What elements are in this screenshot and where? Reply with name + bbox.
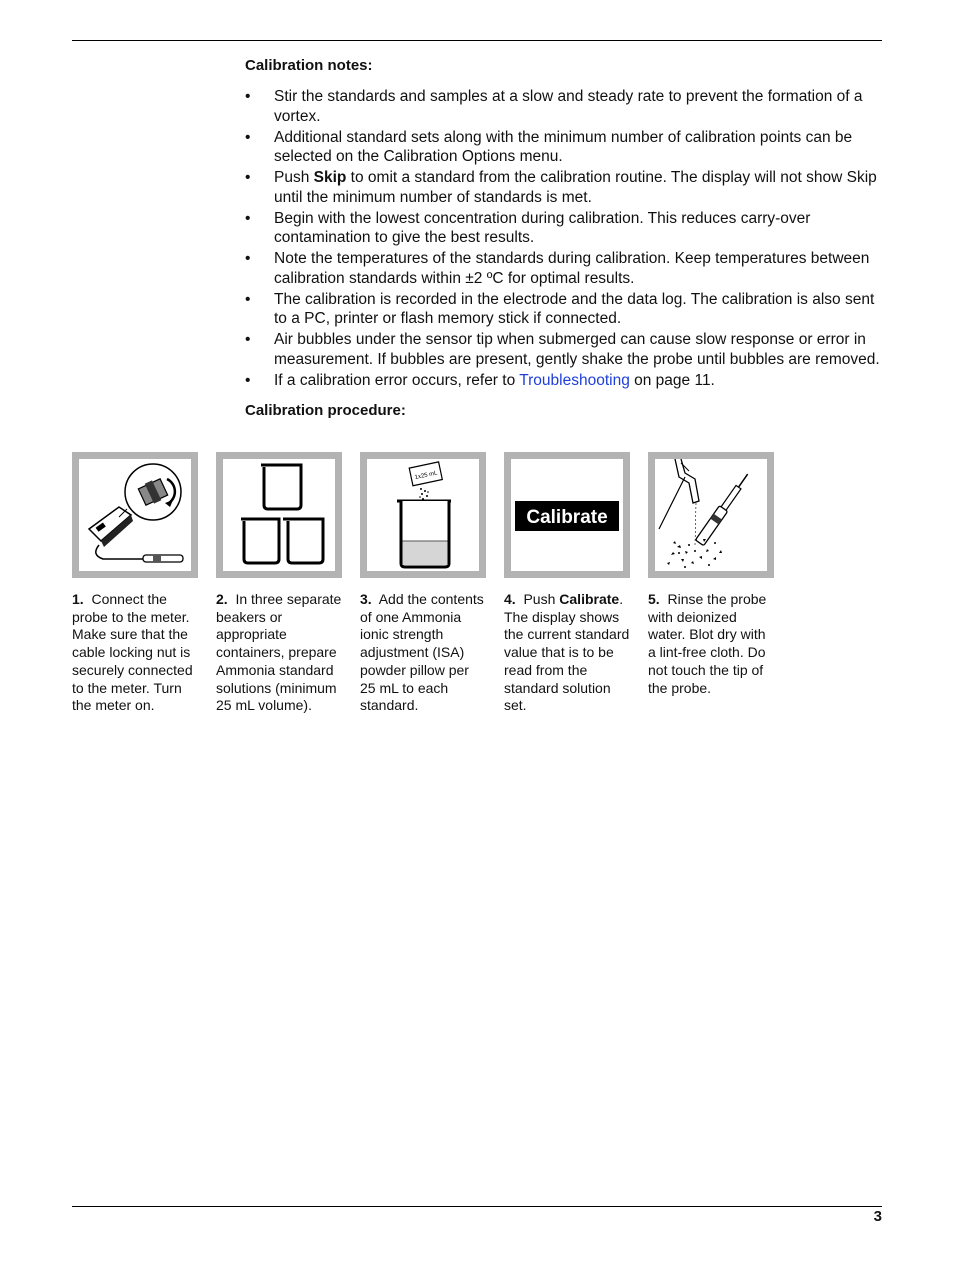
bullet: • [245, 88, 251, 105]
step-1-illustration-frame [72, 452, 198, 578]
step-3-illustration-frame [360, 452, 486, 578]
step-number: 5. [648, 591, 660, 607]
step-3 [360, 452, 486, 715]
bullet: • [245, 209, 251, 227]
calibration-procedure-heading: Calibration procedure: [245, 402, 406, 419]
list-item: • Stir the standards and samples at a slow and steady rate to prevent the formation of a vortex. [245, 88, 863, 125]
probe-connect-illustration [79, 459, 191, 571]
step-5-caption: 5. Rinse the probe with deionized water. Blot dry with a lint-free cloth. Do not touch the tip of the probe. [648, 591, 767, 696]
troubleshooting-link[interactable]: Troubleshooting [519, 371, 630, 389]
bullet: • [245, 290, 251, 308]
header-rule [72, 40, 882, 41]
list-item: • Note the temperatures of the standards during calibration. Keep temperatures between calibration standards within ±2 ºC for optimal results. [245, 250, 870, 287]
step-2 [216, 452, 342, 715]
bullet: • [245, 250, 251, 267]
list-item: • The calibration is recorded in the electrode and the data log. The calibration is also sent to a PC, printer or flash memory stick if connected. [245, 290, 875, 327]
step-5 [648, 452, 774, 697]
procedure-steps [72, 452, 792, 772]
list-item: • Air bubbles under the sensor tip when submerged can cause slow response or error in measurement. If bubbles are present, gently shake the probe until bubbles are removed. [245, 331, 880, 368]
rinse-probe-illustration [655, 459, 767, 571]
three-beakers-illustration [223, 459, 335, 571]
step-1-caption: 1. Connect the probe to the meter. Make sure that the cable locking nut is securely connected to the meter. Turn the meter on. [72, 591, 193, 714]
step-1 [72, 452, 198, 715]
step-number: 1. [72, 591, 84, 607]
pillow-label: 1x25 mL [414, 470, 439, 482]
step-5-illustration-frame [648, 452, 774, 578]
bullet: • [245, 128, 251, 146]
step-number: 2. [216, 591, 228, 607]
footer-rule [72, 1206, 882, 1207]
calibrate-keyword: Calibrate [559, 591, 620, 607]
list-item: • If a calibration error occurs, refer to Troubleshooting on page 11. [245, 371, 715, 389]
calibrate-key-label: Calibrate [526, 507, 608, 528]
powder-pillow-illustration [367, 459, 479, 571]
step-2-illustration-frame [216, 452, 342, 578]
step-4-illustration-frame [504, 452, 630, 578]
list-item: • Begin with the lowest concentration during calibration. This reduces carry-over contamination to give the best results. [245, 209, 811, 246]
bullet: • [245, 169, 251, 186]
page-number: 3 [873, 1208, 882, 1225]
calibrate-key-illustration [511, 459, 623, 571]
calibration-notes-section [245, 56, 881, 421]
step-4 [504, 452, 630, 715]
step-number: 3. [360, 591, 372, 607]
calibration-notes-heading: Calibration notes: [245, 57, 373, 74]
calibration-notes-list [245, 87, 881, 390]
step-2-caption: 2. In three separate beakers or appropriate containers, prepare Ammonia standard solutions (minimum 25 mL volume). [216, 591, 342, 714]
skip-keyword: Skip [313, 169, 347, 186]
list-item: • Push Skip to omit a standard from the calibration routine. The display will not show Skip until the minimum number of standards is met. [245, 169, 877, 206]
bullet: • [245, 371, 251, 389]
step-number: 4. [504, 591, 516, 607]
list-item: • Additional standard sets along with the minimum number of calibration points can be selected on the Calibration Options menu. [245, 128, 853, 165]
step-3-caption: 3. Add the contents of one Ammonia ionic strength adjustment (ISA) powder pillow per 25 mL to each standard. [360, 591, 484, 714]
bullet: • [245, 331, 251, 348]
step-4-caption: 4. Push Calibrate. The display shows the current standard value that is to be read from the standard solution set. [504, 591, 630, 714]
